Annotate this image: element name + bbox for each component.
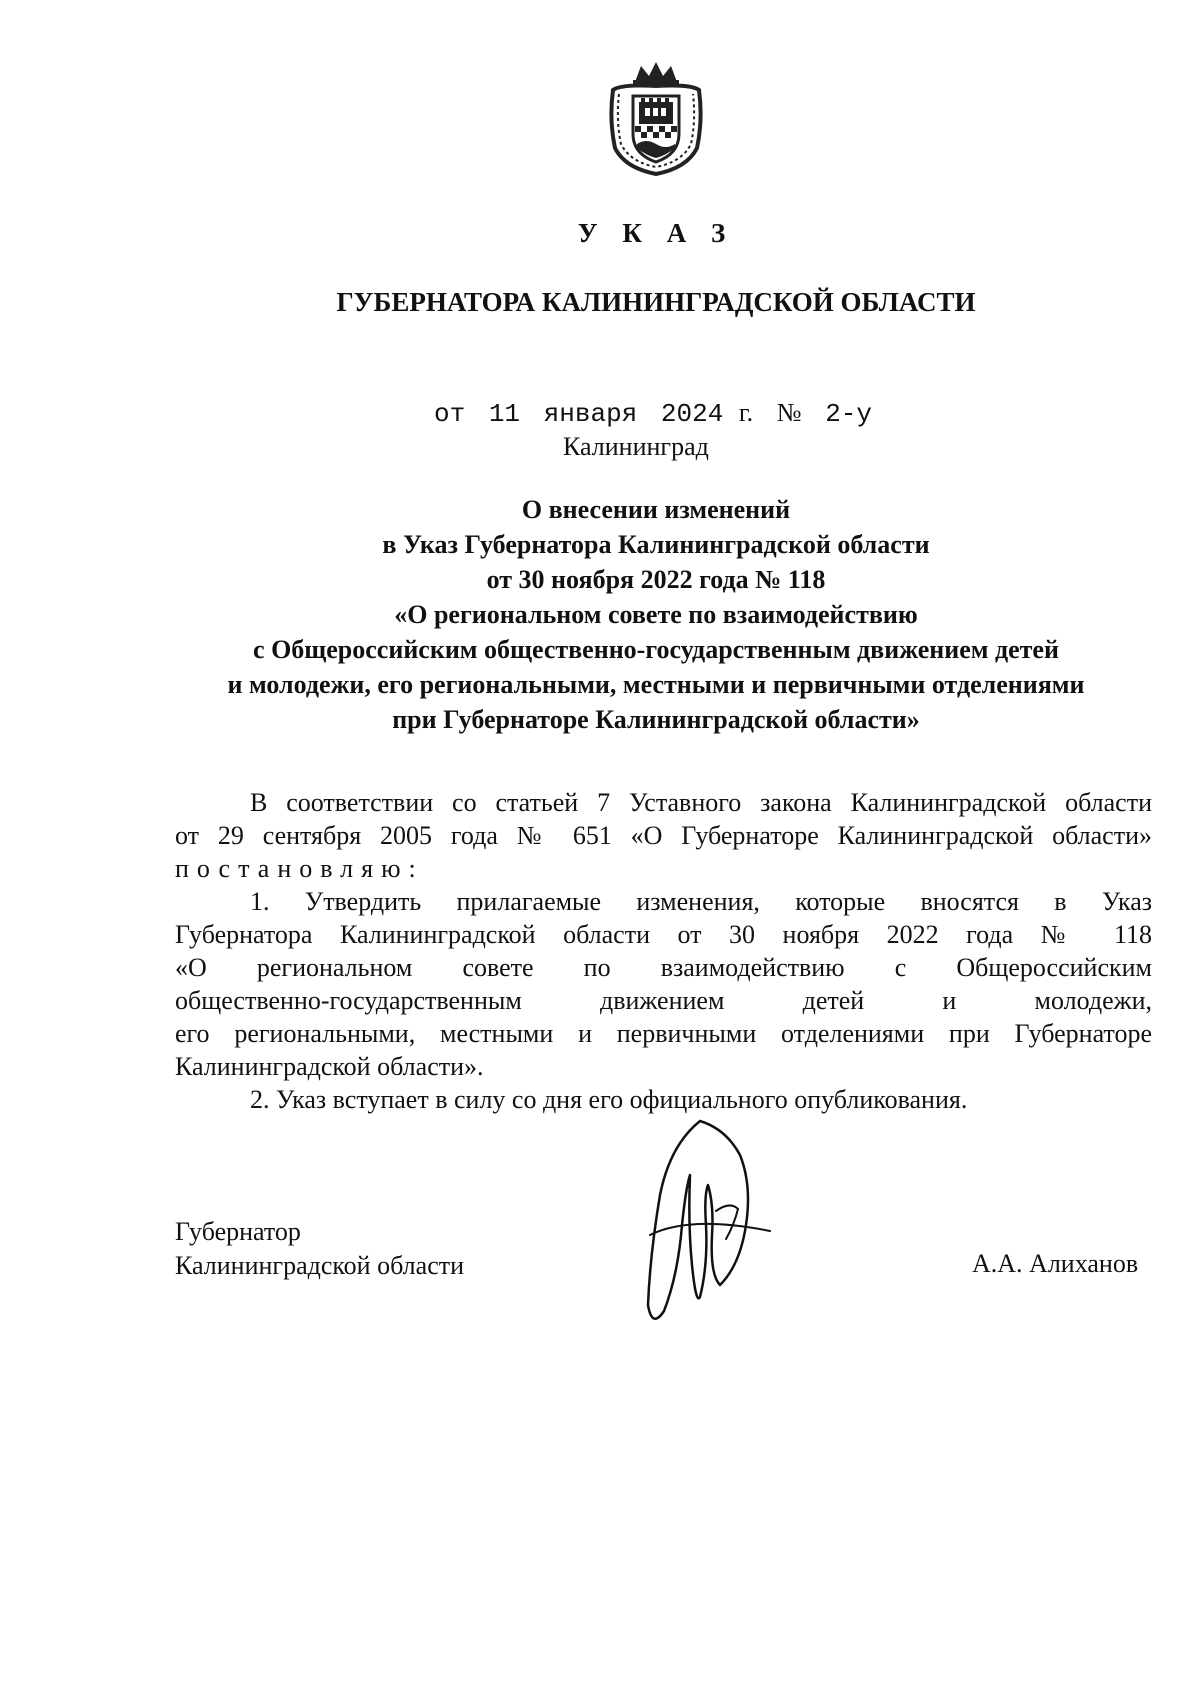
preamble-line: В соответствии со статьей 7 Уставного закона Калининградской области <box>250 788 1152 817</box>
title-line: «О региональном совете по взаимодействию <box>394 600 918 629</box>
date-prefix: от <box>434 399 466 429</box>
date-number-line <box>434 398 872 429</box>
date-year: 2024 <box>660 399 724 429</box>
item1-line: общественно-государственным движением детей и молодежи, <box>175 986 1152 1015</box>
title-line: с Общероссийским общественно-государственным движением детей <box>253 635 1059 664</box>
handwritten-signature-icon <box>630 1115 790 1335</box>
title-line: О внесении изменений <box>521 495 791 524</box>
item1-line: Калининградской области». <box>175 1052 484 1081</box>
document-body <box>175 786 1152 1116</box>
signatory-position <box>175 1215 464 1283</box>
signatory-name: А.А. Алиханов <box>972 1249 1139 1278</box>
item1-line: «О региональном совете по взаимодействию с Общероссийским <box>175 953 1152 982</box>
coat-of-arms-icon <box>605 60 707 178</box>
signatory-position-line: Губернатор <box>175 1217 301 1246</box>
number-label: № <box>776 398 802 427</box>
signatory-position-line: Калининградской области <box>175 1251 465 1280</box>
document-type: У К А З <box>577 218 735 248</box>
title-line: от 30 ноября 2022 года № 118 <box>486 565 826 594</box>
date-day: 11 <box>488 399 521 429</box>
city: Калининград <box>563 432 709 461</box>
item1-line: Губернатора Калининградской области от 30 ноября 2022 года № 118 <box>175 920 1152 949</box>
item1-line: 1. Утвердить прилагаемые изменения, которые вносятся в Указ <box>250 887 1152 916</box>
decree-word: постановляю: <box>175 854 424 883</box>
item1-line: его региональными, местными и первичными отделениями при Губернаторе <box>175 1019 1152 1048</box>
title-line: в Указ Губернатора Калининградской области <box>382 530 930 559</box>
item2-line: 2. Указ вступает в силу со дня его официального опубликования. <box>250 1085 968 1114</box>
date-suffix: г. <box>738 398 754 427</box>
title-line: и молодежи, его региональными, местными и первичными отделениями <box>227 670 1085 699</box>
issuer-title: ГУБЕРНАТОРА КАЛИНИНГРАДСКОЙ ОБЛАСТИ <box>336 287 976 317</box>
document-title <box>160 492 1152 737</box>
date-month: января <box>543 399 638 429</box>
preamble-line: от 29 сентября 2005 года № 651 «О Губернаторе Калининградской области» <box>175 821 1152 850</box>
title-line: при Губернаторе Калининградской области» <box>392 705 920 734</box>
number-value: 2-у <box>825 399 872 429</box>
